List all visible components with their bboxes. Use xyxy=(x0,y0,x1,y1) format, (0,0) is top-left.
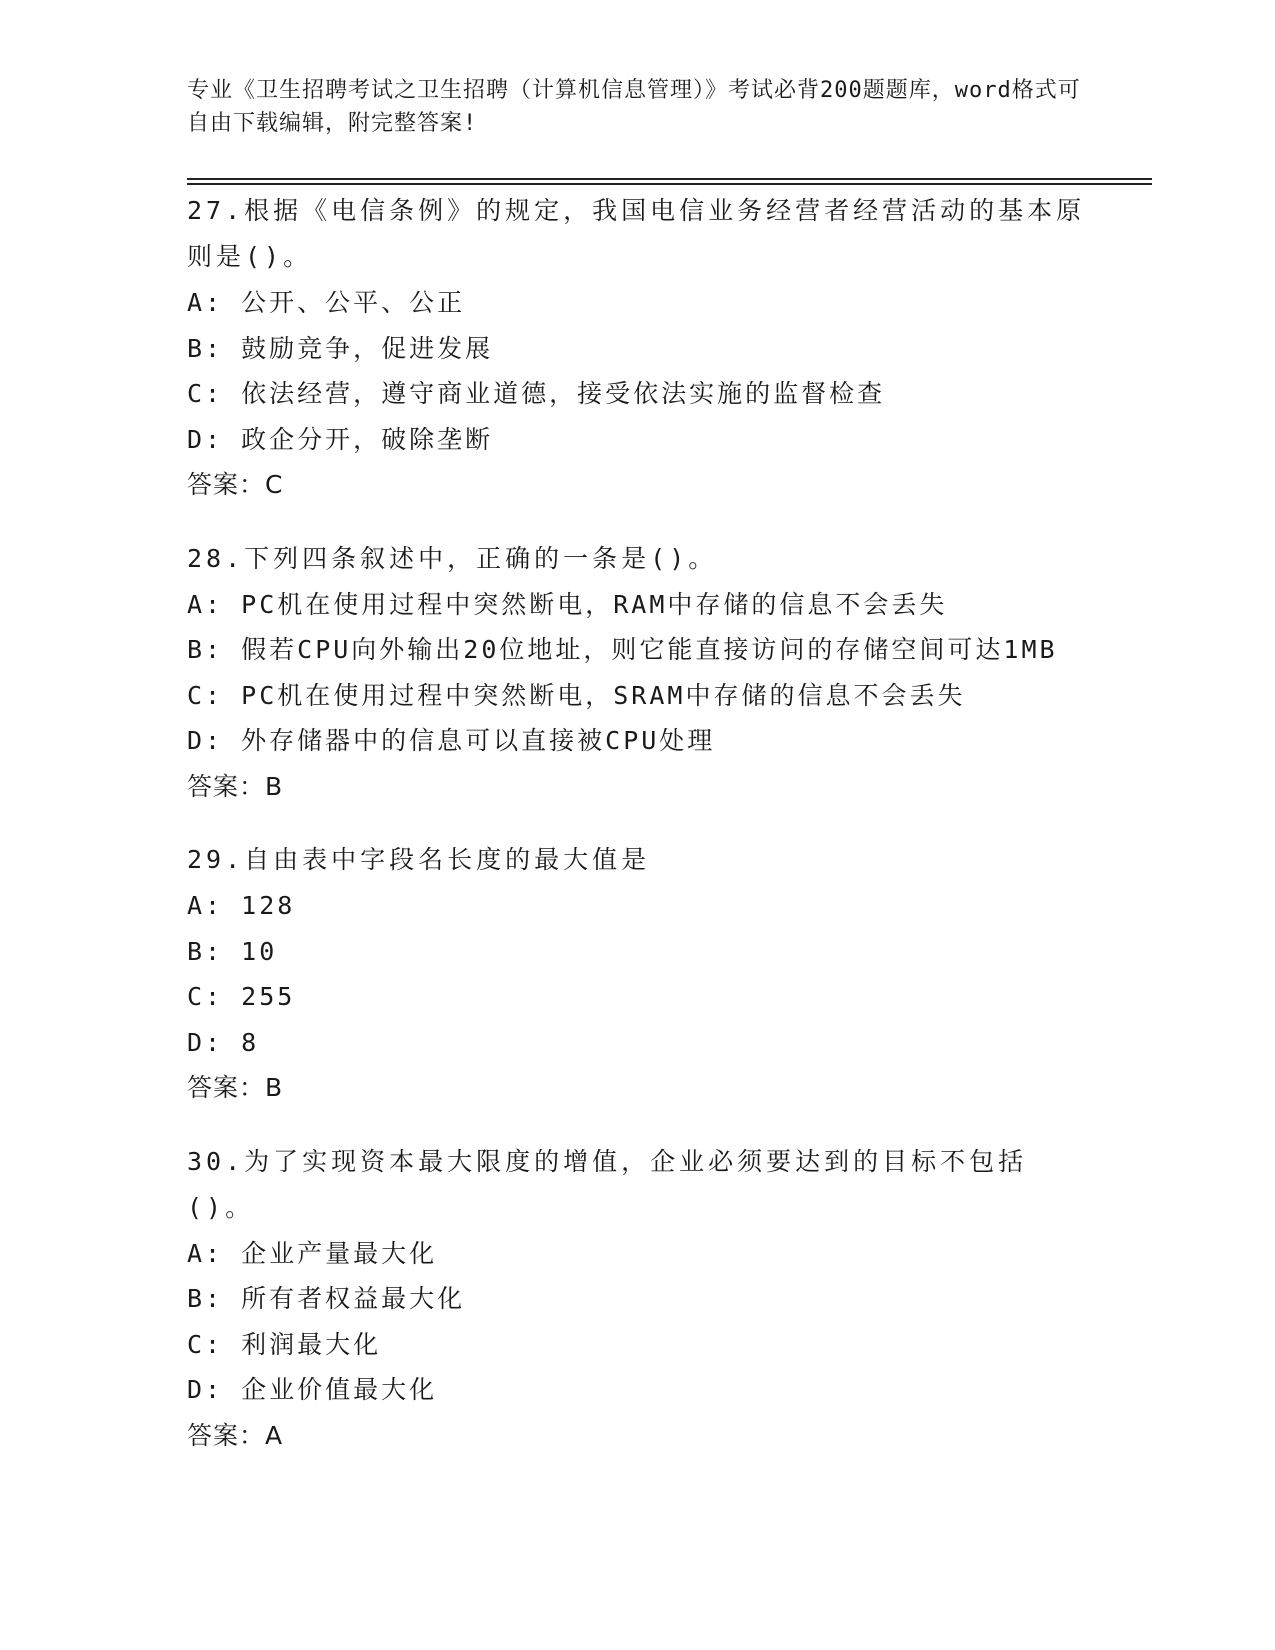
question-text: 27.根据《电信条例》的规定，我国电信业务经营者经营活动的基本原则是()。 xyxy=(187,196,1086,271)
option-c: C: PC机在使用过程中突然断电，SRAM中存储的信息不会丢失 xyxy=(187,680,966,710)
question-27 xyxy=(187,188,1087,508)
question-list xyxy=(187,188,1087,1486)
option-b: B: 假若CPU向外输出20位地址，则它能直接访问的存储空间可达1MB xyxy=(187,635,1058,664)
question-28 xyxy=(187,536,1087,810)
option-b: B: 鼓励竞争，促进发展 xyxy=(187,333,494,363)
option-b: B: 10 xyxy=(187,936,278,966)
option-d: D: 政企分开，破除垄断 xyxy=(187,424,494,454)
question-text: 30.为了实现资本最大限度的增值，企业必须要达到的目标不包括()。 xyxy=(187,1146,1028,1222)
option-c: C: 255 xyxy=(187,982,296,1011)
document-header: 专业《卫生招聘考试之卫生招聘（计算机信息管理）》考试必背200题题库，word格式可自由下载编辑，附完整答案! xyxy=(187,78,1081,136)
option-b: B: 所有者权益最大化 xyxy=(187,1284,466,1313)
answer-label: 答案：C xyxy=(187,470,284,499)
answer-label: 答案：A xyxy=(187,1420,284,1450)
option-a: A: 128 xyxy=(187,891,296,920)
question-text: 29.自由表中字段名长度的最大值是 xyxy=(187,845,651,874)
option-a: A: PC机在使用过程中突然断电，RAM中存储的信息不会丢失 xyxy=(187,589,948,619)
option-a: A: 公开、公平、公正 xyxy=(187,288,466,317)
question-text: 28.下列四条叙述中，正确的一条是()。 xyxy=(187,543,718,573)
option-a: A: 企业产量最大化 xyxy=(187,1238,438,1268)
answer-label: 答案：B xyxy=(187,1073,284,1102)
answer-label: 答案：B xyxy=(187,771,284,801)
option-d: D: 企业价值最大化 xyxy=(187,1375,438,1404)
question-30 xyxy=(187,1139,1087,1459)
option-d: D: 8 xyxy=(187,1027,260,1057)
header-divider-bottom xyxy=(187,183,1152,185)
question-29 xyxy=(187,837,1087,1111)
option-c: C: 利润最大化 xyxy=(187,1329,382,1359)
header-divider-top xyxy=(187,178,1152,180)
option-c: C: 依法经营，遵守商业道德，接受依法实施的监督检查 xyxy=(187,379,886,408)
option-d: D: 外存储器中的信息可以直接被CPU处理 xyxy=(187,726,716,755)
